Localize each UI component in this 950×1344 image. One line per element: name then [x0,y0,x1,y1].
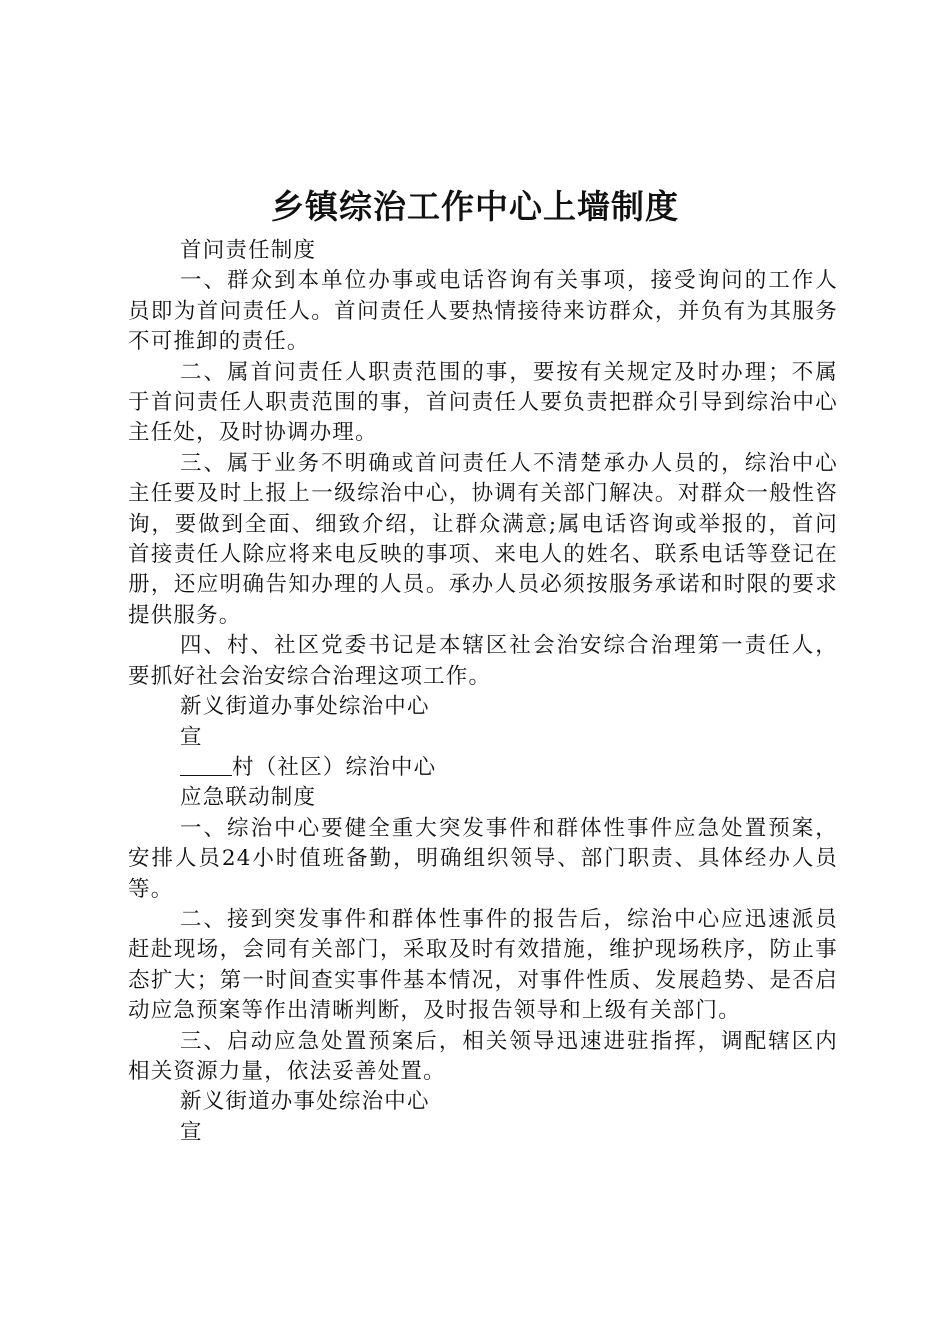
paragraph: 一、综治中心要健全重大突发事件和群体性事件应急处置预案，安排人员24小时值班备勤，明确组织领导、部门职责、具体经办人员等。 [128,815,838,902]
blank-underline [180,755,232,776]
document-title: 乡镇综治工作中心上墙制度 [271,187,679,226]
section-heading-first-inquiry: 首问责任制度 [180,238,317,263]
paragraph: 一、群众到本单位办事或电话咨询有关事项，接受询问的工作人员即为首问责任人。首问责任人要热情接待来访群众，并负有为其服务不可推卸的责任。 [128,268,838,355]
signature-issuer: 新义街道办事处综治中心 [180,1089,430,1115]
paragraph: 二、属首问责任人职责范围的事，要按有关规定及时办理；不属于首问责任人职责范围的事，首问责任人要负责把群众引导到综治中心主任处，及时协调办理。 [128,359,838,446]
paragraph: 二、接到突发事件和群体性事件的报告后，综治中心应迅速派员赶赴现场，会同有关部门，采取及时有效措施，维护现场秩序，防止事态扩大；第一时间查实事件基本情况，对事件性质、发展趋势、是否启动应急预案等作出清晰判断，及时报告领导和上级有关部门。 [128,906,838,1024]
paragraph: 三、启动应急处置预案后，相关领导迅速进驻指挥，调配辖区内相关资源力量，依法妥善处置。 [128,1028,838,1084]
village-line [128,753,838,783]
signature-suffix: 宣 [180,724,203,750]
village-label: 村（社区）综治中心 [232,754,437,780]
document-body [128,236,838,1148]
signature-issuer: 新义街道办事处综治中心 [180,694,430,720]
paragraph: 三、属于业务不明确或首问责任人不清楚承办人员的，综治中心主任要及时上报上一级综治中心，协调有关部门解决。对群众一般性咨询，要做到全面、细致介绍，让群众满意;属电话咨询或举报的，首问首接责任人除应将来电反映的事项、来电人的姓名、联系电话等登记在册，还应明确告知办理的人员。承办人员必须按服务承诺和时限的要求提供服务。 [128,450,838,628]
section-heading-emergency: 应急联动制度 [180,785,317,811]
signature-suffix: 宣 [180,1119,203,1145]
paragraph: 四、村、社区党委书记是本辖区社会治安综合治理第一责任人，要抓好社会治安综合治理这项工作。 [128,633,838,689]
